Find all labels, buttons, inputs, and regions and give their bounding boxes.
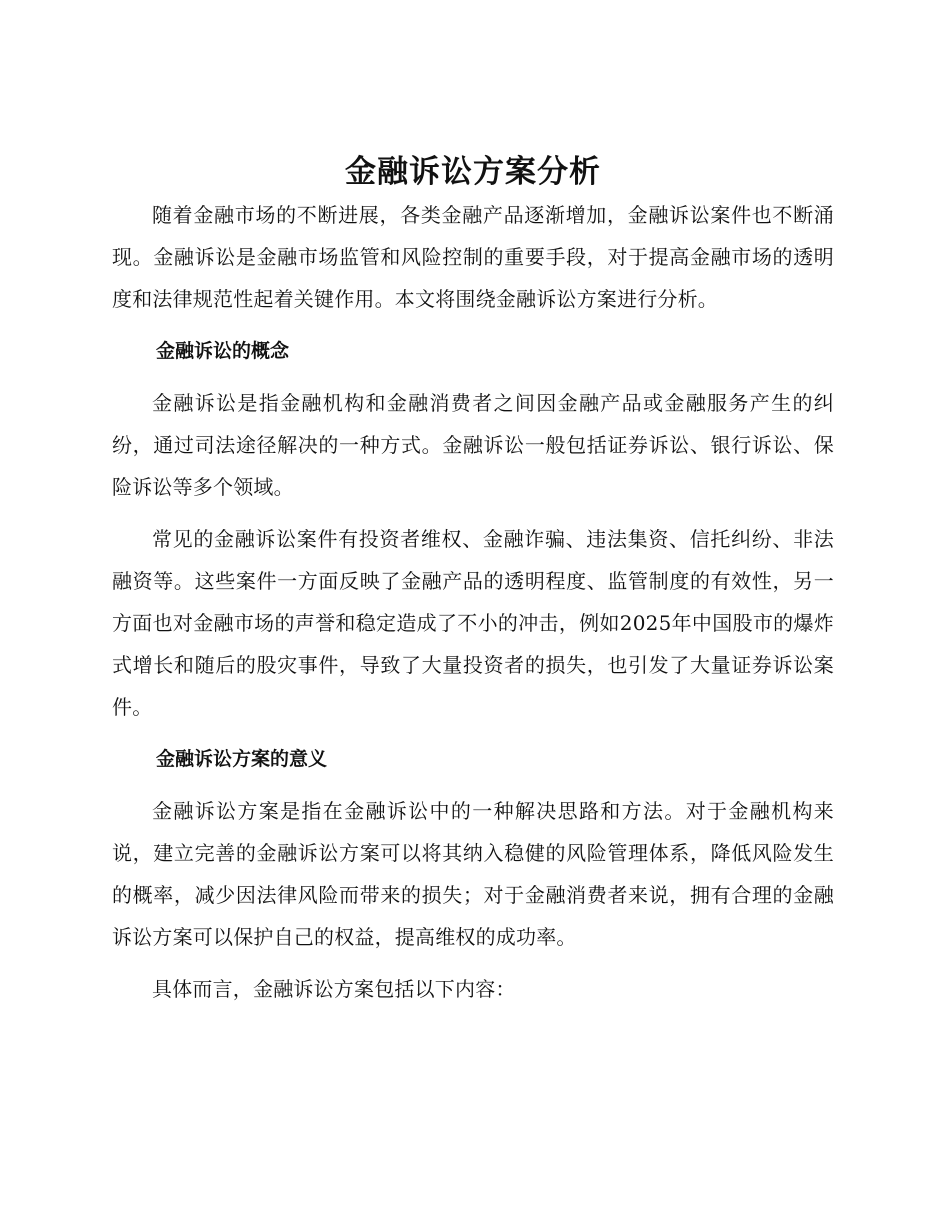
spacer xyxy=(112,958,834,968)
spacer xyxy=(112,780,834,790)
spacer xyxy=(112,320,834,330)
spacer xyxy=(112,728,834,738)
concept-paragraph-1: 金融诉讼是指金融机构和金融消费者之间因金融产品或金融服务产生的纠纷，通过司法途径解决的一种方式。金融诉讼一般包括证券诉讼、银行诉讼、保险诉讼等多个领域。 xyxy=(112,391,834,499)
spacer xyxy=(112,508,834,518)
document-body xyxy=(112,150,834,1010)
document-title: 金融诉讼方案分析 xyxy=(345,154,601,190)
significance-paragraph-1: 金融诉讼方案是指在金融诉讼中的一种解决思路和方法。对于金融机构来说，建立完善的金融诉讼方案可以将其纳入稳健的风险管理体系，降低风险发生的概率，减少因法律风险而带来的损失；对于金融消费者来说，拥有合理的金融诉讼方案可以保护自己的权益，提高维权的成功率。 xyxy=(112,799,834,949)
intro-paragraph: 随着金融市场的不断进展，各类金融产品逐渐增加，金融诉讼案件也不断涌现。金融诉讼是金融市场监管和风险控制的重要手段，对于提高金融市场的透明度和法律规范性起着关键作用。本文将围绕金融诉讼方案进行分析。 xyxy=(112,203,834,311)
section-heading-significance: 金融诉讼方案的意义 xyxy=(156,748,328,770)
concept-paragraph-2: 常见的金融诉讼案件有投资者维权、金融诈骗、违法集资、信托纠纷、非法融资等。这些案件一方面反映了金融产品的透明程度、监管制度的有效性，另一方面也对金融市场的声誉和稳定造成了不小的冲击，例如2025年中国股市的爆炸式增长和随后的股灾事件，导致了大量投资者的损失，也引发了大量证券诉讼案件。 xyxy=(112,527,834,719)
significance-paragraph-2: 具体而言，金融诉讼方案包括以下内容： xyxy=(152,977,516,1001)
spacer xyxy=(112,372,834,382)
section-heading-concept: 金融诉讼的概念 xyxy=(156,340,290,362)
